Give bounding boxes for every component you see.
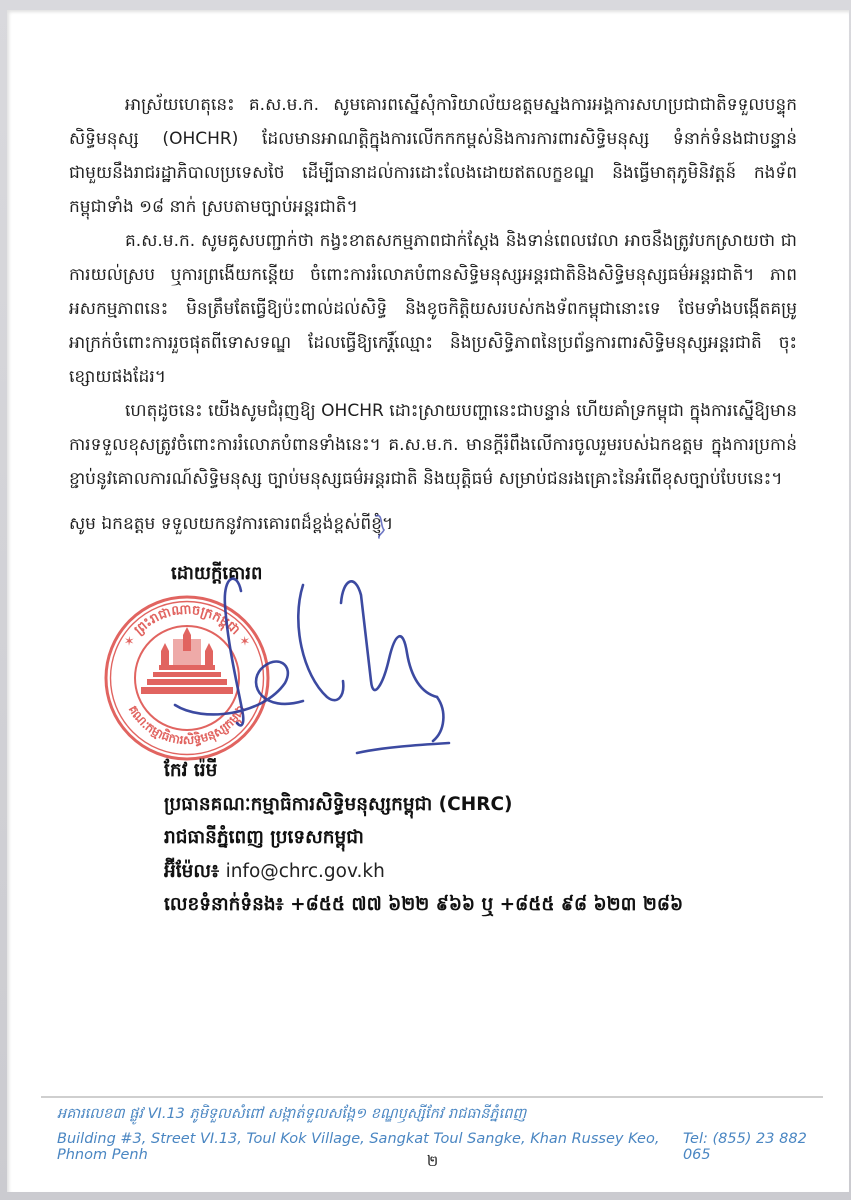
paragraph-3: ហេតុដូចនេះ យើងសូមជំរុញឱ្យ OHCHR ដោះស្រាយបញ្ហានេះជាបន្ទាន់ ហើយគាំទ្រកម្ពុជា ក្នុងការស្នើឱ្យមានការទទួលខុសត្រូវចំពោះការរំលោភបំពានទាំងនេះ។ គ.ស.ម.ក. មានក្តីរំពឹងលើការចូលរួមរបស់ឯកឧត្តម ក្នុងការប្រកាន់ខ្ជាប់នូវគោលការណ៍សិទ្ធិមនុស្ស ច្បាប់មនុស្សធម៌អន្តរជាតិ និងយុត្តិធម៌ សម្រាប់ជនរងគ្រោះនៃអំពើខុសច្បាប់បែបនេះ។ (69, 401, 797, 489)
page-number: ២ (426, 1152, 439, 1170)
stamp-bottom-text: គណៈកម្មាធិការសិទ្ធិមនុស្សកម្ពុជា (125, 702, 249, 748)
signer-title: ប្រធានគណៈកម្មាធិការសិទ្ធិមនុស្សកម្ពុជា (CHRC) (164, 793, 513, 815)
footer-telephone: Tel: (855) 23 882 065 (682, 1131, 807, 1163)
salutation: ដោយក្តីគោរព (171, 563, 263, 584)
signer-email-row (164, 855, 724, 889)
signer-phone-row (164, 888, 724, 922)
phone-label: លេខទំនាក់ទំនង៖ (164, 894, 284, 915)
document-page (7, 10, 849, 1192)
email-address: info@chrc.gov.kh (225, 860, 385, 882)
footer-address-english: Building #3, Street VI.13, Toul Kok Village, Sangkat Toul Sangke, Khan Russey Keo, Phnom Penh (57, 1131, 660, 1163)
pen-mark (373, 514, 389, 540)
paragraph-2: គ.ស.ម.ក. សូមគូសបញ្ជាក់ថា កង្វះខាតសកម្មភាពជាក់ស្តែង និងទាន់ពេលវេលា អាចនឹងត្រូវបកស្រាយថា ជាការយល់ស្រប ឬការព្រងើយកន្តើយ ចំពោះការរំលោភបំពានសិទ្ធិមនុស្សអន្តរជាតិនិងសិទ្ធិមនុស្សធម៌អន្តរជាតិ។ ភាពអសកម្មភាពនេះ មិនត្រឹមតែធ្វើឱ្យប៉ះពាល់ដល់សិទ្ធិ និងខូចកិត្តិយសរបស់កងទ័ពកម្ពុជានោះទេ ថែមទាំងបង្កើតគម្រូអាក្រក់ចំពោះការរួចផុតពីទោសទណ្ឌ ដែលធ្វើឱ្យកេរ្តិ៍ឈ្មោះ និងប្រសិទ្ធិភាពនៃប្រព័ន្ធការពារសិទ្ធិមនុស្សអន្តរជាតិ ចុះខ្សោយផងដែរ។ (69, 231, 797, 387)
signature-ink (145, 563, 475, 778)
signer-name: កែវ រ៉េមី (164, 760, 218, 781)
signer-location: រាជធានីភ្នំពេញ ប្រទេសកម្ពុជា (164, 827, 364, 848)
signature-block (164, 754, 724, 922)
email-label: អ៊ីម៉ែល៖ (164, 860, 220, 882)
footer-divider (41, 1096, 823, 1098)
paragraph-1: អាស្រ័យហេតុនេះ គ.ស.ម.ក. សូមគោរពស្នើសុំការិយាល័យឧត្តមស្នងការអង្គការសហប្រជាជាតិទទួលបន្ទុកសិទ្ធិមនុស្ស (OHCHR) ដែលមានអាណត្តិក្នុងការលើកកកម្ពស់និងការការពារសិទ្ធិមនុស្ស ទំនាក់ទំនងជាបន្ទាន់ជាមួយនឹងរាជរដ្ឋាភិបាលប្រទេសថៃ ដើម្បីធានាដល់ការដោះលែងដោយឥតលក្ខខណ្ឌ និងធ្វើមាតុភូមិនិវត្តន៍ កងទ័ពកម្ពុជាទាំង ១៨ នាក់ ស្របតាមច្បាប់អន្តរជាតិ។ (69, 95, 797, 217)
footer-address-khmer: អគារលេខ៣ ផ្លូវ VI.13 ភូមិទួលសំពៅ សង្កាត់ទួលសង្កែ១ ខណ្ឌឫស្សីកែវ រាជធានីភ្នំពេញ (57, 1106, 527, 1122)
closing-line: សូម ឯកឧត្តម ទទួលយកនូវការគោរពដ៏ខ្ពង់ខ្ពស់ពីខ្ញុំ។ (69, 514, 394, 534)
phone-numbers: +៨៥៥ ៧៧ ៦២២ ៩៦៦ ឬ +៨៥៥ ៩៨ ៦២៣ ២៨៦ (290, 894, 684, 915)
letter-body (69, 88, 797, 496)
stamp-top-text: ✶ ព្រះរាជាណាចក្រកម្ពុជា ✶ (120, 602, 254, 651)
